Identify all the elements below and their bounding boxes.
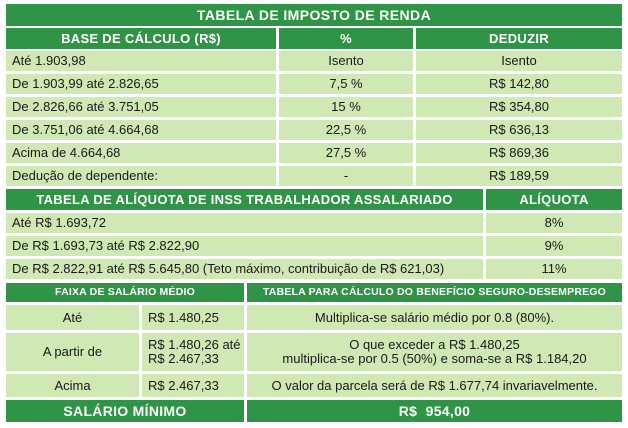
- inss-header-row: [6, 189, 622, 210]
- ir-row: [6, 97, 622, 117]
- ir-cell-base: Até 1.903,98: [6, 51, 276, 71]
- seguro-header-row: [6, 283, 622, 302]
- ir-header-row: [6, 28, 622, 49]
- salario-minimo-value: R$ 954,00: [247, 400, 622, 422]
- seguro-cell-value: R$ 2.467,33: [142, 374, 244, 397]
- ir-row: [6, 51, 622, 71]
- seguro-cell-value: [142, 333, 244, 371]
- seguro-cell-rule: Multiplica-se salário médio por 0.8 (80%).: [247, 305, 622, 330]
- ir-header-base: BASE DE CÁLCULO (R$): [6, 28, 276, 49]
- ir-cell-deduzir: R$ 636,13: [416, 120, 622, 140]
- ir-cell-base: De 2.826,66 até 3.751,05: [6, 97, 276, 117]
- seguro-cell-rule: O valor da parcela será de R$ 1.677,74 invariavelmente.: [247, 374, 622, 397]
- ir-cell-deduzir: R$ 189,59: [416, 166, 622, 186]
- ir-row: [6, 143, 622, 163]
- ir-row: [6, 74, 622, 94]
- seguro-cell-value: R$ 1.480,25: [142, 305, 244, 330]
- ir-cell-base: Dedução de dependente:: [6, 166, 276, 186]
- inss-cell-faixa: Até R$ 1.693,72: [6, 213, 483, 233]
- ir-header-percent: %: [279, 28, 413, 49]
- seguro-cell-label: Até: [6, 305, 139, 330]
- ir-header-deduzir: DEDUZIR: [416, 28, 622, 49]
- ir-cell-deduzir: R$ 354,80: [416, 97, 622, 117]
- seguro-row: [6, 374, 622, 397]
- inss-row: [6, 236, 622, 256]
- salario-minimo-label: SALÁRIO MÍNIMO: [6, 400, 244, 422]
- ir-cell-percent: -: [279, 166, 413, 186]
- seguro-rule-line: O que exceder a R$ 1.480,25: [349, 337, 520, 353]
- ir-cell-percent: Isento: [279, 51, 413, 71]
- seguro-header-tabela: TABELA PARA CÁLCULO DO BENEFÍCIO SEGURO-DESEMPREGO: [247, 283, 622, 302]
- ir-table-title: TABELA DE IMPOSTO DE RENDA: [6, 4, 622, 26]
- seguro-header-faixa: FAIXA DE SALÁRIO MÉDIO: [6, 283, 244, 302]
- inss-row: [6, 213, 622, 233]
- seguro-cell-label: A partir de: [6, 333, 139, 371]
- ir-cell-percent: 15 %: [279, 97, 413, 117]
- ir-cell-base: Acima de 4.664,68: [6, 143, 276, 163]
- ir-cell-percent: 22,5 %: [279, 120, 413, 140]
- seguro-row: [6, 333, 622, 371]
- seguro-cell-rule: [247, 333, 622, 371]
- inss-cell-aliquota: 9%: [486, 236, 622, 256]
- inss-cell-faixa: De R$ 2.822,91 até R$ 5.645,80 (Teto máximo, contribuição de R$ 621,03): [6, 259, 483, 279]
- inss-row: [6, 259, 622, 279]
- seguro-value-line: R$ 2.467,33: [148, 351, 219, 366]
- salario-minimo-row: [6, 400, 622, 422]
- ir-row: [6, 166, 622, 186]
- inss-cell-faixa: De R$ 1.693,73 até R$ 2.822,90: [6, 236, 483, 256]
- ir-cell-deduzir: R$ 869,36: [416, 143, 622, 163]
- ir-cell-deduzir: Isento: [416, 51, 622, 71]
- ir-row: [6, 120, 622, 140]
- seguro-cell-label: Acima: [6, 374, 139, 397]
- seguro-row: [6, 305, 622, 330]
- seguro-rule-line: multiplica-se por 0.5 (50%) e soma-se a R$ 1.184,20: [282, 351, 587, 366]
- ir-cell-percent: 27,5 %: [279, 143, 413, 163]
- ir-cell-percent: 7,5 %: [279, 74, 413, 94]
- seguro-value-line: R$ 1.480,26 até: [148, 337, 241, 353]
- inss-header-aliquota: ALÍQUOTA: [486, 189, 622, 210]
- inss-header: TABELA DE ALÍQUOTA DE INSS TRABALHADOR ASSALARIADO: [6, 189, 483, 210]
- ir-cell-base: De 1.903,99 até 2.826,65: [6, 74, 276, 94]
- ir-cell-base: De 3.751,06 até 4.664,68: [6, 120, 276, 140]
- ir-cell-deduzir: R$ 142,80: [416, 74, 622, 94]
- inss-cell-aliquota: 8%: [486, 213, 622, 233]
- inss-cell-aliquota: 11%: [486, 259, 622, 279]
